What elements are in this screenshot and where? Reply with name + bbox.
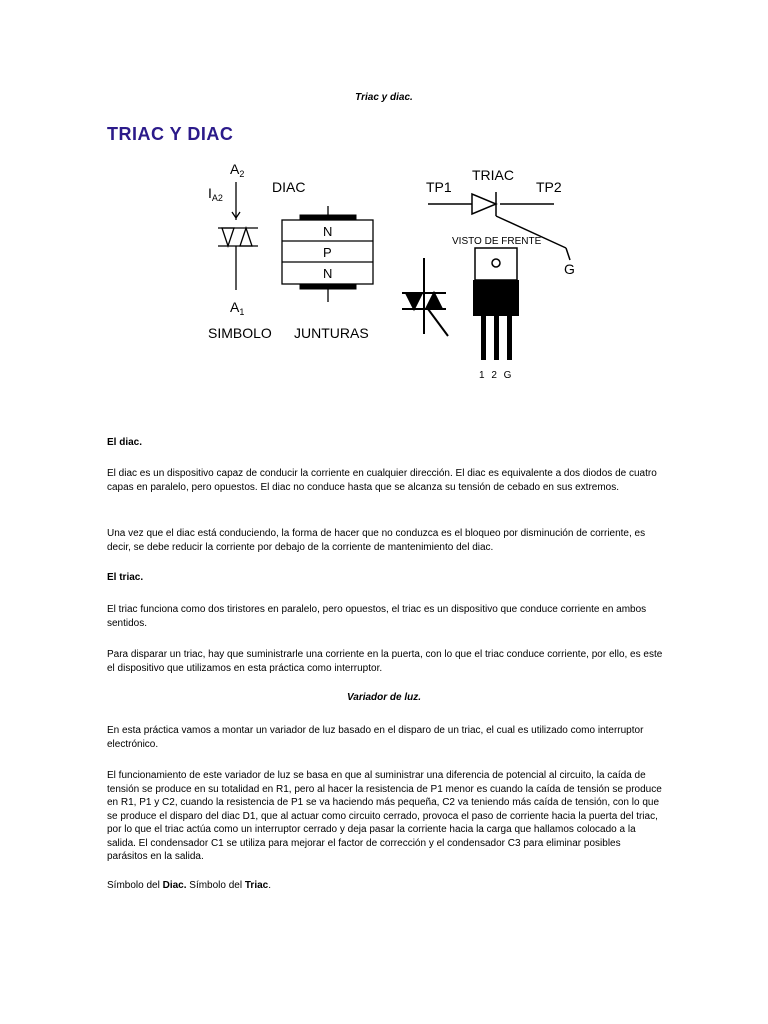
caption-triac: Triac [244,880,269,891]
visto-de-frente-label: VISTO DE FRENTE [452,236,542,247]
g-label: G [564,261,575,277]
triac-section-title: El triac. [107,572,144,583]
pin-labels: 1 2 G [479,370,514,381]
diac-paragraph-2: Una vez que el diac está conduciendo, la forma de hacer que no conduzca es el bloqueo por disminución de corriente, es decir, se debe reducir la corriente por debajo de la corriente de mantenimiento del diac. [107,528,646,553]
tp1-label: TP1 [426,179,452,195]
a1-label: $A_1$ [230,299,245,317]
simbolo-label: SIMBOLO [208,325,272,341]
layer-n-top: N [323,224,333,239]
layer-p: P [323,245,332,260]
caption-diac: Diac. [162,880,187,891]
triac-diac-figure [196,156,586,386]
diac-section-title: El diac. [107,437,143,448]
triac-symbol [218,182,258,290]
to220-package [473,248,519,360]
triac-paragraph-1: El triac funciona como dos tiristores en paralelo, pero opuestos, el triac es un dispositivo que conduce corriente en ambos sentidos. [107,604,647,629]
variador-section-title: Variador de luz. [346,692,422,703]
tp2-label: TP2 [536,179,562,195]
triac-gate-schematic [402,258,448,336]
layer-n-bottom: N [323,266,333,281]
ia2-label: $I_{A2}$ [208,185,223,203]
diac-label: DIAC [272,179,306,195]
triac-paragraph-2: Para disparar un triac, hay que suministrarle una corriente en la puerta, con lo que el triac conduce corriente, por ello, es este el dispositivo que utilizamos en esta práctica como interruptor. [107,649,663,674]
variador-paragraph-1: En esta práctica vamos a montar un variador de luz basado en el disparo de un triac, el cual es utilizado como interruptor electrónico. [107,725,644,750]
variador-paragraph-2: El funcionamiento de este variador de luz se basa en que al suministrar una diferencia de potencial al circuito, la caída de tensión se produce en su totalidad en R1, pero al hacer la resistencia de P1 menor es cuando la caída de tensión se produce en R1, P1 y C2, cuando la resistencia de P1 se va haciendo más pequeña, C2 va teniendo más caída de tensión, con lo que se produce el disparo del diac D1, que al actuar como circuito cerrado, provoca el paso de corriente hacia la puerta del triac, por lo que el triac actúa como un interruptor cerrado y deja pasar la corriente hacia la carga que hallamos colocado a la salida. El condensador C1 se utiliza para mejorar el factor de corrección y el condensador C3 para eliminar posibles parásitos en la salida. [107,770,662,862]
symbol-caption: Símbolo del Diac. Símbolo del Triac. [107,880,272,891]
main-heading: TRIAC Y DIAC [107,124,234,144]
document-title: Triac y diac. [355,92,413,103]
diac-paragraph-1: El diac es un dispositivo capaz de conducir la corriente en cualquier dirección. El diac es equivalente a dos diodos de cuatro capas en paralelo, pero opuestos. El diac no conduce hasta que se alcanza su tensión de cebado en sus extremos. [107,468,657,493]
junturas-label: JUNTURAS [294,325,369,341]
a2-label: $A_2$ [230,161,245,179]
triac-label: TRIAC [472,167,514,183]
